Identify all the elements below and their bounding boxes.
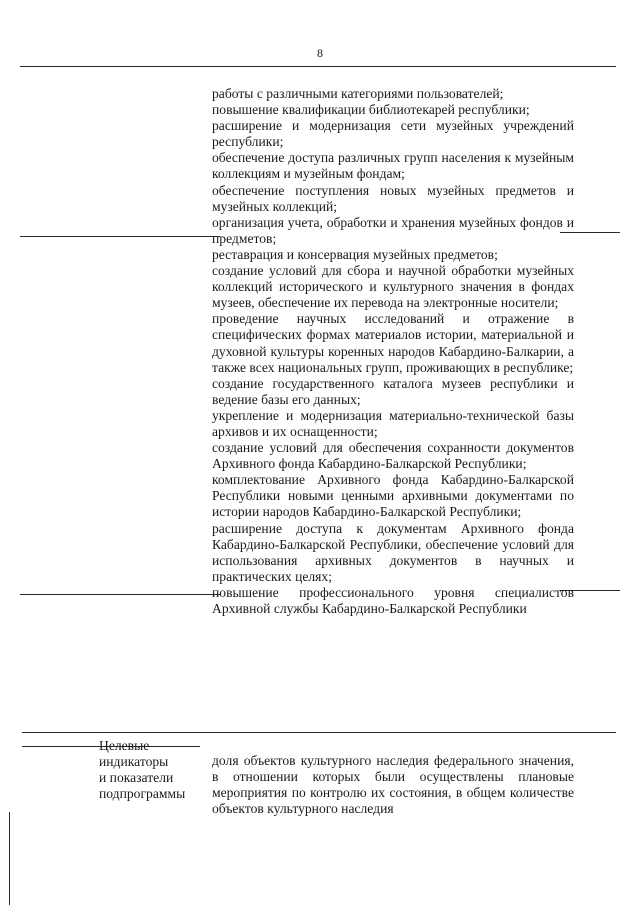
indicators-label-line: подпрограммы [99,786,186,802]
goals-list [212,86,574,617]
indicators-label-line: индикаторы [99,754,169,770]
goal-item: создание условий для сбора и научной обработки музейных коллекций исторического и культурного значения в фондах музеев, обеспечение их перевода на электронные носители; [212,263,574,311]
top-rule [20,66,616,67]
indicator-paragraph: доля объектов культурного наследия федерального значения, в отношении которых были осуществлены плановые мероприятия по контролю их состояния, в общем количестве объектов культурного наследия [212,752,574,816]
goal-item: создание государственного каталога музеев республики и ведение базы его данных; [212,375,574,407]
row-divider-1 [20,236,220,237]
goal-item: обеспечение доступа различных групп населения к музейным коллекциям и музейным фондам; [212,150,574,182]
goal-item: работы с различными категориями пользователей; [212,86,504,101]
indicators-label [99,738,207,802]
goal-item: расширение и модернизация сети музейных учреждений республики; [212,118,574,150]
goal-item: расширение доступа к документам Архивного фонда Кабардино-Балкарской Республики, обеспечение условий для использования архивных документов в научных и практических целях; [212,520,574,584]
goal-item: повышение профессионального уровня специалистов Архивной службы Кабардино-Балкарской Республики [212,584,574,616]
indicators-text [212,739,574,831]
indicators-label-line: и показатели [99,770,174,786]
goal-item: обеспечение поступления новых музейных предметов и музейных коллекций; [212,182,574,214]
row-divider-2 [20,594,220,595]
goal-item: комплектование Архивного фонда Кабардино-Балкарской Республики новыми ценными архивными документами по истории народов Кабардино-Балкарской Республики; [212,472,574,520]
goal-item: создание условий для обеспечения сохранности документов Архивного фонда Кабардино-Балкарской Республики; [212,440,574,472]
goal-item: проведение научных исследований и отражение в специфических формах материалов истории, материальной и духовной культуры коренных народов Кабардино-Балкарии, а также всех национальных групп, проживающих в республике; [212,311,574,375]
goal-item: реставрация и консервация музейных предметов; [212,246,498,262]
left-margin-line [9,812,10,905]
goal-item: повышение квалификации библиотекарей республики; [212,102,530,118]
section-divider [22,732,616,733]
goal-item: укрепление и модернизация материально-технической базы архивов и их оснащенности; [212,407,574,439]
page-number: 8 [317,46,323,60]
goal-item: организация учета, обработки и хранения музейных фондов и предметов; [212,214,574,246]
indicators-label-line: Целевые [99,738,150,753]
